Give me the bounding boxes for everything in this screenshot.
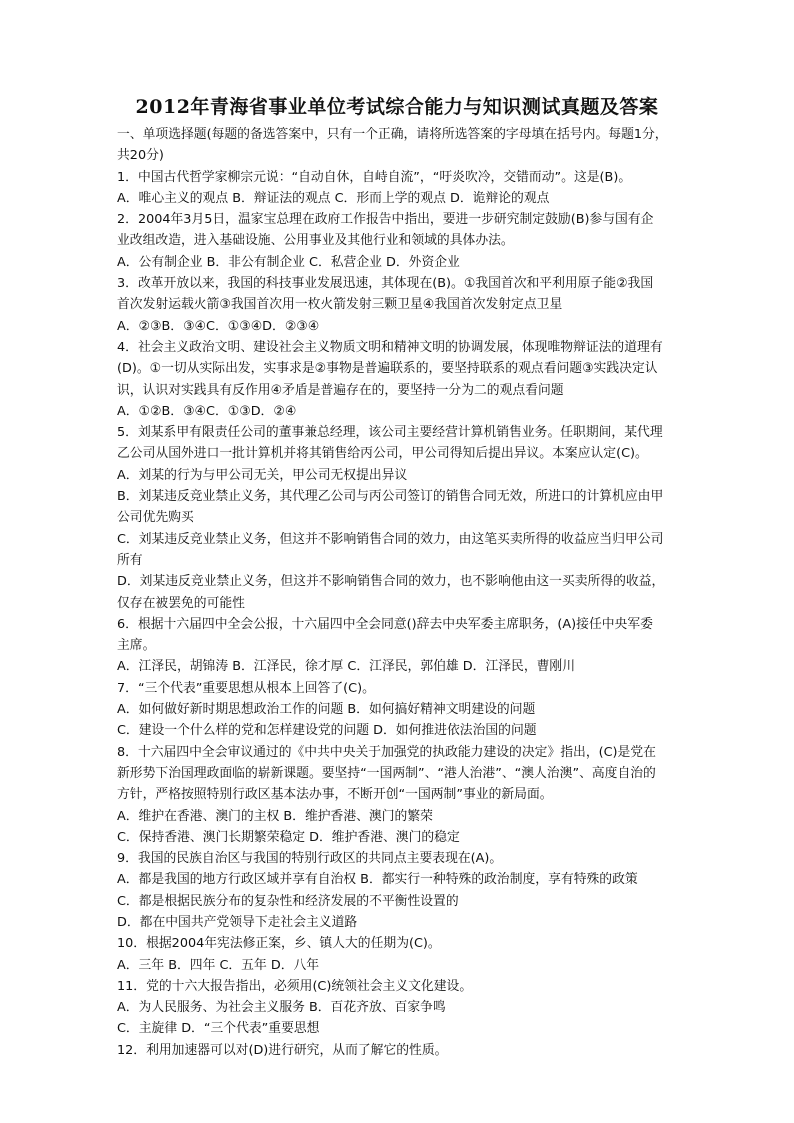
text-line: A．都是我国的地方行政区域并享有自治权 B．都实行一种特殊的政治制度，享有特殊的政策 (117, 872, 638, 888)
text-line: 12．利用加速器可以对(D)进行研究，从而了解它的性质。 (117, 1042, 448, 1058)
text-line: C．刘某违反竞业禁止义务，但这并不影响销售合同的效力，由这笔买卖所得的收益应当归甲公司 (117, 531, 664, 547)
text-line: A．如何做好新时期思想政治工作的问题 B．如何搞好精神文明建设的问题 (117, 702, 536, 718)
text-line: D．都在中国共产党领导下走社会主义道路 (117, 914, 358, 930)
page-title: 2012年青海省事业单位考试综合能力与知识测试真题及答案 (135, 96, 659, 118)
text-line: A．江泽民，胡锦涛 B．江泽民，徐才厚 C．江泽民，郭伯雄 D．江泽民，曹刚川 (117, 659, 576, 675)
text-line: 6．根据十六届四中全会公报，十六届四中全会同意()辞去中央军委主席职务，(A)接任中央军委 (117, 616, 653, 632)
text-line: 仅存在被罢免的可能性 (117, 595, 245, 611)
text-line: 10．根据2004年宪法修正案，乡、镇人大的任期为(C)。 (117, 936, 441, 952)
text-line: D．刘某违反竞业禁止义务，但这并不影响销售合同的效力，也不影响他由这一买卖所得的收益， (117, 574, 665, 590)
text-line: 9．我国的民族自治区与我国的特别行政区的共同点主要表现在(A)。 (117, 851, 503, 867)
text-line: 一、单项选择题(每题的备选答案中，只有一个正确，请将所选答案的字母填在括号内。每题1分， (117, 127, 668, 142)
text-line: 乙公司从国外进口一批计算机并将其销售给丙公司，甲公司得知后提出异议。本案应认定(C)。 (117, 446, 648, 462)
text-line: A．维护在香港、澳门的主权 B．维护香港、澳门的繁荣 (117, 808, 433, 824)
text-line: 业改组改造，进入基础设施、公用事业及其他行业和领域的具体办法。 (117, 233, 514, 249)
text-line: B．刘某违反竞业禁止义务，其代理乙公司与丙公司签订的销售合同无效，所进口的计算机应由甲 (117, 489, 664, 505)
text-line: 5．刘某系甲有限责任公司的董事兼总经理，该公司主要经营计算机销售业务。任职期间，某代理 (117, 425, 663, 441)
text-line: C．建设一个什么样的党和怎样建设党的问题 D．如何推进依法治国的问题 (117, 723, 537, 739)
text-line: 共20分) (117, 148, 164, 164)
text-line: 方针，严格按照特别行政区基本法办事，不断开创“一国两制”事业的新局面。 (117, 787, 553, 803)
text-line: C．主旋律 D．“三个代表”重要思想 (117, 1021, 320, 1037)
text-line: C．保持香港、澳门长期繁荣稳定 D．维护香港、澳门的稳定 (117, 829, 460, 845)
text-line: A．为人民服务、为社会主义服务 B．百花齐放、百家争鸣 (117, 1000, 446, 1016)
text-line: 3．改革开放以来，我国的科技事业发展迅速，其体现在(B)。①我国首次和平利用原子能②我国 (117, 276, 654, 292)
text-line: (D)。①一切从实际出发，实事求是②事物是普遍联系的，要坚持联系的观点看问题③实践决定认 (117, 361, 658, 377)
text-line: 识，认识对实践具有反作用④矛盾是普遍存在的，要坚持一分为二的观点看问题 (117, 382, 564, 398)
text-line: 1．中国古代哲学家柳宗元说：“自动自休，自峙自流”，“吁炎吹冷，交错而动”。这是(B)。 (117, 169, 632, 185)
text-line: 4．社会主义政治文明、建设社会主义物质文明和精神文明的协调发展，体现唯物辩证法的道理有 (117, 339, 663, 355)
text-line: 7．“三个代表”重要思想从根本上回答了(C)。 (117, 680, 375, 696)
text-line: C．都是根据民族分布的复杂性和经济发展的不平衡性设置的 (117, 893, 459, 909)
text-line: A．刘某的行为与甲公司无关，甲公司无权提出异议 (117, 467, 408, 483)
text-line: 11．党的十六大报告指出，必须用(C)统领社会主义文化建设。 (117, 978, 473, 994)
text-line: 8．十六届四中全会审议通过的《中共中央关于加强党的执政能力建设的决定》指出，(C)是党在 (117, 744, 656, 760)
document-body (117, 124, 722, 1061)
text-line: A．唯心主义的观点 B．辩证法的观点 C．形而上学的观点 D．诡辩论的观点 (117, 190, 550, 206)
text-line: A．①②B．③④C．①③D．②④ (117, 403, 297, 419)
text-line: 主席。 (117, 638, 156, 654)
text-line: 新形势下治国理政面临的崭新课题。要坚持“一国两制”、“港人治港”、“澳人治澳”、高度自治的 (117, 765, 656, 781)
text-line: A．②③B．③④C．①③④D．②③④ (117, 318, 320, 334)
text-line: 公司优先购买 (117, 510, 194, 526)
text-line: 2．2004年3月5日，温家宝总理在政府工作报告中指出，要进一步研究制定鼓励(B)参与国有企 (117, 212, 654, 228)
text-line: A．三年 B．四年 C．五年 D．八年 (117, 957, 320, 973)
text-line: 所有 (117, 552, 143, 568)
text-line: 首次发射运载火箭③我国首次用一枚火箭发射三颗卫星④我国首次发射定点卫星 (117, 297, 563, 313)
text-line: A．公有制企业 B．非公有制企业 C．私营企业 D．外资企业 (117, 254, 460, 270)
